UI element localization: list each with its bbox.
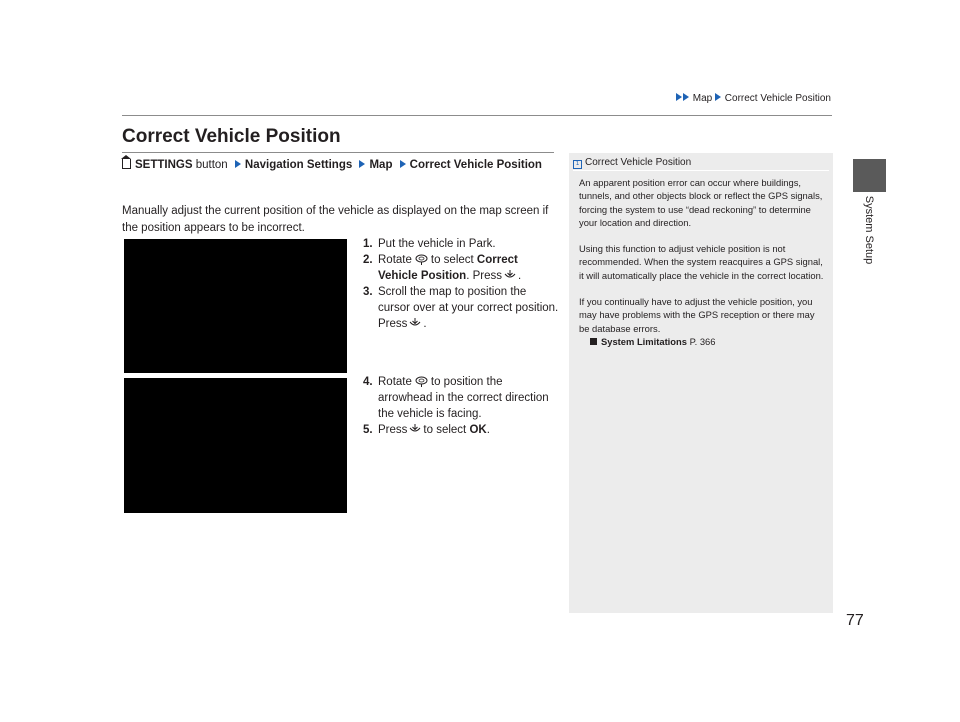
cross-reference-link[interactable] [579, 335, 825, 348]
steps-list [363, 236, 559, 332]
note-number: 1 [573, 160, 582, 169]
breadcrumb-map[interactable]: Map [692, 93, 713, 104]
nav-settings-label: Navigation Settings [244, 159, 353, 171]
arrow-icon [676, 93, 682, 101]
step-number: 1. [363, 238, 373, 250]
step-text: Rotate [378, 254, 412, 266]
note-paragraph: Using this function to adjust vehicle position is not recommended. When the system reacquires a GPS signal, it will automatically place the vehicle in the correct location. [579, 243, 824, 281]
step-text: Put the vehicle in Park. [378, 238, 496, 250]
step-number: 2. [363, 254, 373, 266]
title-divider [122, 152, 554, 153]
intro-paragraph: Manually adjust the current position of the vehicle as displayed on the map screen if the position appears to be incorrect. [122, 205, 549, 234]
press-icon [409, 424, 421, 435]
screen-image [124, 378, 347, 513]
target-label: Correct Vehicle Position [409, 159, 542, 171]
home-icon [122, 159, 131, 169]
press-icon [409, 318, 421, 329]
arrow-icon [359, 160, 365, 168]
press-icon [504, 270, 516, 281]
section-tab-label: System Setup [863, 195, 875, 265]
page-number: 77 [846, 612, 864, 629]
settings-label: SETTINGS [135, 159, 193, 171]
breadcrumb-current: Correct Vehicle Position [724, 93, 831, 104]
breadcrumb [676, 93, 831, 104]
menu-path [122, 157, 542, 173]
arrow-icon [683, 93, 689, 101]
note-paragraph: If you continually have to adjust the vehicle position, you may have problems with the GPS reception or there may be database errors. [579, 296, 815, 334]
step-text: Press [378, 424, 408, 436]
header-divider [122, 115, 832, 116]
arrow-icon [400, 160, 406, 168]
section-tab-marker [853, 159, 886, 192]
step-text: . [518, 270, 522, 282]
note-body [579, 176, 825, 348]
note-title: Correct Vehicle Position [585, 157, 692, 168]
step-text: Rotate [378, 376, 412, 388]
step-target: OK [469, 424, 487, 436]
note-heading [573, 157, 691, 169]
arrow-icon [715, 93, 721, 101]
step-text: to position the arrowhead in the correct direction the vehicle is facing. [378, 376, 549, 420]
reference-icon [590, 338, 597, 345]
step-number: 4. [363, 376, 373, 388]
step-item [363, 374, 559, 422]
page-title: Correct Vehicle Position [122, 126, 341, 147]
step-item [363, 252, 559, 284]
step-text: . [423, 318, 427, 330]
note-paragraph: An apparent position error can occur where buildings, tunnels, and other objects block or reflect the GPS signals, forcing the system to use “dead reckoning” to determine your location and direction. [579, 177, 823, 228]
screen-image [124, 239, 347, 373]
note-divider [573, 170, 829, 171]
step-item [363, 284, 559, 332]
step-number: 5. [363, 424, 373, 436]
step-text: . Press [466, 270, 502, 282]
arrow-icon [235, 160, 241, 168]
step-number: 3. [363, 286, 373, 298]
interface-dial-icon [415, 254, 428, 265]
interface-dial-icon [415, 376, 428, 387]
reference-label: System Limitations [601, 335, 687, 347]
step-item [363, 422, 559, 438]
step-text: to select [423, 424, 467, 436]
step-text: . [486, 424, 490, 436]
step-text: Scroll the map to position the cursor over at your correct position. Press [378, 286, 559, 330]
reference-page: P. 366 [689, 335, 716, 347]
steps-list [363, 374, 559, 438]
button-word: button [195, 159, 228, 171]
step-target: Correct Vehicle Position [378, 254, 518, 282]
step-text: to select [430, 254, 474, 266]
map-label: Map [369, 159, 393, 171]
step-item [363, 236, 559, 252]
